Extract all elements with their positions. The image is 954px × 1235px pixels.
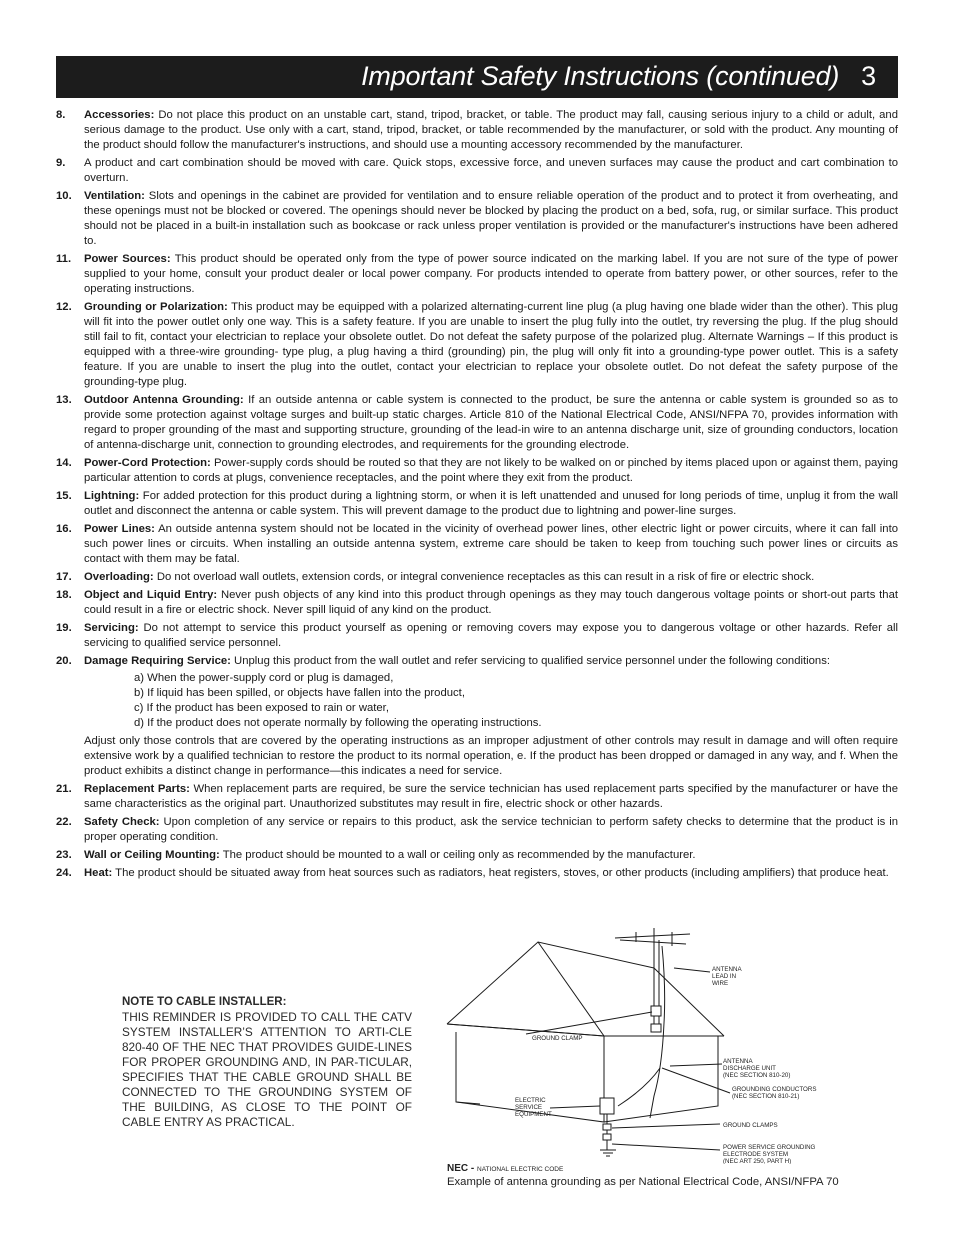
item-number: 23.	[56, 849, 72, 861]
list-item	[56, 156, 898, 186]
item-number: 15.	[56, 490, 72, 502]
item-number: 20.	[56, 655, 72, 667]
label-antenna-lead-in: ANTENNA	[712, 966, 742, 973]
item-label: Replacement Parts:	[84, 783, 190, 795]
page-number: 3	[861, 61, 876, 91]
item-label: Heat:	[84, 867, 113, 879]
item-text: The product should be mounted to a wall or ceiling only as recommended by the manufacturer.	[219, 849, 696, 861]
list-item	[56, 300, 898, 390]
item-label: Wall or Ceiling Mounting:	[84, 849, 220, 861]
item-label: Accessories:	[84, 109, 155, 121]
item-text: Never push objects of any kind into this product through openings as they may touch dangerous voltage points or short-out parts that could result in a fire or electric shock. Never spill liquid of any kind on the product.	[84, 589, 898, 616]
item-label: Ventilation:	[84, 190, 145, 202]
label-discharge-unit: DISCHARGE UNIT	[723, 1065, 776, 1072]
item-number: 9.	[56, 157, 66, 169]
list-item	[56, 189, 898, 249]
item-number: 16.	[56, 523, 72, 535]
list-item	[56, 489, 898, 519]
item-number: 22.	[56, 816, 72, 828]
item-label: Grounding or Polarization:	[84, 301, 228, 313]
label-antenna-lead-in: LEAD IN	[712, 973, 737, 980]
condition-item: d) If the product does not operate normally by following the operating instructions.	[134, 717, 542, 729]
item-text: When replacement parts are required, be sure the service technician has used replacement parts specified by the manufacturer or have the same characteristics as the original part. Unauthorized substitutes may result in fire, electric shock or other hazards.	[84, 783, 898, 810]
condition-item: b) If liquid has been spilled, or objects have fallen into the product,	[134, 687, 465, 699]
item-label: Servicing:	[84, 622, 139, 634]
label-discharge-unit: ANTENNA	[723, 1058, 753, 1065]
list-item	[56, 815, 898, 845]
item-label: Damage Requiring Service:	[84, 655, 231, 667]
list-item	[56, 848, 898, 863]
item-number: 18.	[56, 589, 72, 601]
item-number: 10.	[56, 190, 72, 202]
item-text: Upon completion of any service or repairs to this product, ask the service technician to perform safety checks to determine that the product is in proper operating condition.	[84, 816, 898, 843]
nec-legend	[447, 1163, 563, 1174]
item-text: Do not attempt to service this product yourself as opening or removing covers may expose you to dangerous voltage or other hazards. Refer all servicing to qualified service personnel.	[84, 622, 898, 649]
instruction-list	[56, 108, 898, 884]
item-number: 13.	[56, 394, 72, 406]
label-grounding-conductors: GROUNDING CONDUCTORS	[732, 1086, 817, 1093]
nec-abbr: NEC -	[447, 1163, 477, 1174]
page-title: Important Safety Instructions (continued) 3	[361, 61, 876, 91]
label-power-grounding: ELECTRODE SYSTEM	[723, 1151, 788, 1158]
list-item	[56, 588, 898, 618]
item-number: 14.	[56, 457, 72, 469]
item-number: 8.	[56, 109, 66, 121]
note-heading: NOTE TO CABLE INSTALLER:	[122, 996, 287, 1008]
cable-installer-note	[122, 995, 412, 1130]
list-item	[56, 621, 898, 651]
condition-item: c) If the product has been exposed to rain or water,	[134, 702, 389, 714]
item-text: The product should be situated away from heat sources such as radiators, heat registers, stoves, or other products (including amplifiers) that produce heat.	[112, 867, 889, 879]
item-text: Power-supply cords should be routed so that they are not likely to be walked on or pinched by items placed upon or against them, paying particular attention to cords at plugs, convenience receptacles, and the point where they exit from the product.	[84, 457, 899, 484]
item-text: Slots and openings in the cabinet are provided for ventilation and to ensure reliable operation of the product and to protect it from overheating, and these openings must not be blocked or covered. The openings should never be blocked by placing the product on a bed, sofa, rug, or similar surface. This product should not be placed in a built-in installation such as bookcase or rack unless proper ventilation is provided or the manufacturer's instructions have been adhered to.	[84, 190, 898, 247]
item-label: Power Lines:	[84, 523, 155, 535]
list-item	[56, 456, 898, 486]
list-item	[56, 866, 898, 881]
item-text: This product should be operated only from the type of power source indicated on the marking label. If you are not sure of the type of power supplied to your home, consult your product dealer or local power company. For products intended to operate from battery power, or other sources, refer to the operating instructions.	[84, 253, 898, 295]
list-item	[56, 108, 898, 153]
item-followup-text: Adjust only those controls that are covered by the operating instructions as an improper adjustment of other controls may result in damage and will often require extensive work by a qualified technician to restore the product to its normal operation, e. If the product has been dropped or damaged in any way, and f. When the product exhibits a distinct change in performance—this indicates a need for service.	[84, 735, 898, 777]
condition-list	[84, 671, 898, 731]
label-electric-service: ELECTRIC	[515, 1097, 546, 1104]
label-ground-clamps: GROUND CLAMPS	[723, 1122, 778, 1129]
item-text: Do not overload wall outlets, extension cords, or integral convenience receptacles as this can result in a risk of fire or electric shock.	[153, 571, 815, 583]
list-item	[56, 522, 898, 567]
label-power-grounding: (NEC ART 250, PART H)	[723, 1158, 792, 1164]
list-item	[56, 570, 898, 585]
item-number: 11.	[56, 253, 72, 265]
item-label: Power-Cord Protection:	[84, 457, 211, 469]
item-text: If an outside antenna or cable system is connected to the product, be sure the antenna or cable system is grounded so as to provide some protection against voltage surges and built-up static charges. Article 810 of the National Electrical Code, ANSI/NFPA 70, provides information with regard to proper grounding of the mast and supporting structure, grounding of the lead-in wire to an antenna discharge unit, size of grounding conductors, location of antenna-discharge unit, connection to grounding electrodes, and requirements for the grounding electrode.	[84, 394, 898, 451]
item-label: Power Sources:	[84, 253, 171, 265]
label-ground-clamp: GROUND CLAMP	[532, 1035, 583, 1042]
list-item	[56, 252, 898, 297]
list-item	[56, 654, 898, 779]
item-number: 21.	[56, 783, 72, 795]
condition-item: a) When the power-supply cord or plug is damaged,	[134, 672, 394, 684]
item-text: A product and cart combination should be moved with care. Quick stops, excessive force, and uneven surfaces may cause the product and cart combination to overturn.	[84, 157, 898, 184]
antenna-crossbar	[615, 934, 690, 938]
item-label: Outdoor Antenna Grounding:	[84, 394, 244, 406]
note-body: THIS REMINDER IS PROVIDED TO CALL THE CATV SYSTEM INSTALLER’S ATTENTION TO ARTI-CLE 820-40 OF THE NEC THAT PROVIDES GUIDE-LINES FOR PROPER GROUNDING AND, IN PAR-TICULAR, SPECIFIES THAT THE CABLE GROUND SHALL BE CONNECTED TO THE GROUNDING SYSTEM OF THE BUILDING, AS CLOSE TO THE POINT OF CABLE ENTRY AS PRACTICAL.	[122, 1010, 412, 1129]
label-grounding-conductors: (NEC SECTION 810-21)	[732, 1093, 800, 1100]
item-text: Unplug this product from the wall outlet and refer servicing to qualified service personnel under the following conditions:	[230, 655, 830, 667]
item-text: Do not place this product on an unstable cart, stand, tripod, bracket, or table. The product may fall, causing serious injury to a child or adult, and serious damage to the product. Use only with a cart, stand, tripod, bracket, or table recommended by the manufacturer, or sold with the product. Any mounting of the product should follow the manufacturer's instructions, and should use a mounting accessory recommended by the manufacturer.	[84, 109, 898, 151]
item-number: 24.	[56, 867, 72, 879]
nec-full: NATIONAL ELECTRIC CODE	[477, 1166, 564, 1173]
item-number: 12.	[56, 301, 72, 313]
label-electric-service: EQUIPMENT	[515, 1111, 552, 1118]
label-discharge-unit: (NEC SECTION 810-20)	[723, 1072, 791, 1079]
page-header	[56, 56, 898, 98]
item-text: For added protection for this product during a lightning storm, or when it is left unattended and unused for long periods of time, unplug it from the wall outlet and disconnect the antenna or cable system. This will prevent damage to the product due to lightning and power-line surges.	[84, 490, 898, 517]
diagram-caption: Example of antenna grounding as per National Electrical Code, ANSI/NFPA 70	[447, 1176, 839, 1188]
label-electric-service: SERVICE	[515, 1104, 543, 1111]
list-item	[56, 782, 898, 812]
item-label: Safety Check:	[84, 816, 160, 828]
label-antenna-lead-in: WIRE	[712, 980, 729, 987]
antenna-grounding-diagram	[440, 928, 860, 1164]
item-number: 17.	[56, 571, 72, 583]
label-power-grounding: POWER SERVICE GROUNDING	[723, 1144, 816, 1151]
item-number: 19.	[56, 622, 72, 634]
list-item	[56, 393, 898, 453]
item-text: This product may be equipped with a polarized alternating-current line plug (a plug having one blade wider than the other). This plug will fit into the power outlet only one way. This is a safety feature. If you are unable to insert the plug fully into the outlet, try reversing the plug. If the plug should still fail to fit, contact your electrician to replace your obsolete outlet. Do not defeat the safety purpose of the polarized plug. Alternate Warnings – If this product is equipped with a three-wire grounding- type plug, a plug having a third (grounding) pin, the plug will only fit into a grounding-type power outlet. This is a safety feature. If you are unable to insert the plug into the outlet, contact your electrician to replace your obsolete outlet. Do not defeat the safety purpose of the grounding-type plug.	[84, 301, 898, 388]
item-label: Lightning:	[84, 490, 140, 502]
item-text: An outside antenna system should not be located in the vicinity of overhead power lines, other electric light or power circuits, where it can fall into such power lines or circuits. When installing an outside antenna system, extreme care should be taken to keep from touching such power lines or circuits as contact with them may be fatal.	[84, 523, 899, 565]
item-label: Overloading:	[84, 571, 154, 583]
item-label: Object and Liquid Entry:	[84, 589, 218, 601]
